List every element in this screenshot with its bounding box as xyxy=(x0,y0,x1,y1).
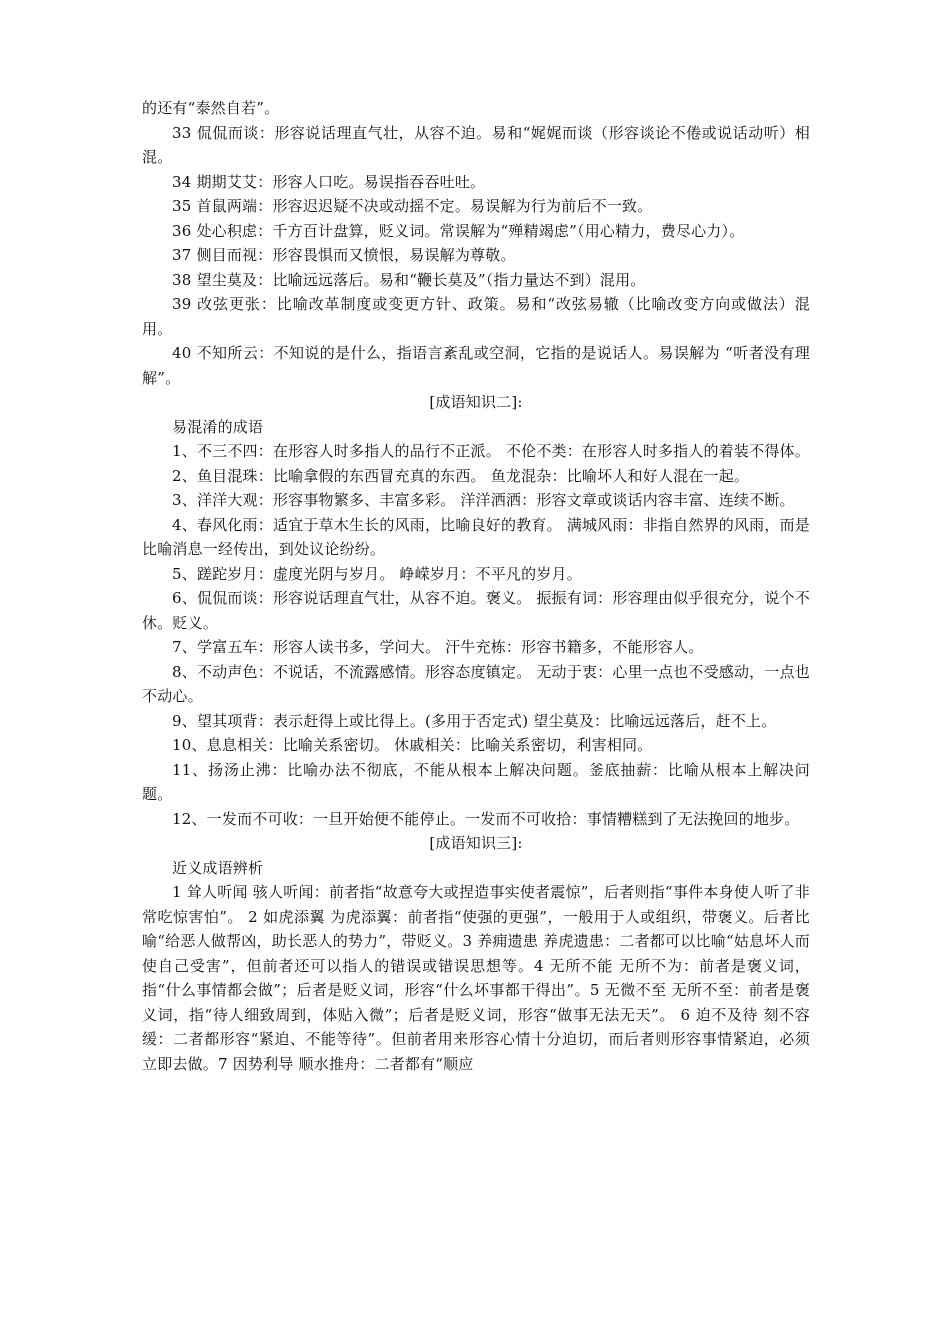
list-item: 5、蹉跎岁月：虚度光阴与岁月。 峥嵘岁月：不平凡的岁月。 xyxy=(172,564,582,583)
list-item: 10、息息相关：比喻关系密切。 休戚相关：比喻关系密切，利害相同。 xyxy=(172,736,653,754)
list-item: 38 望尘莫及：比喻远远落后。易和“鞭长莫及”（指力量达不到）混用。 xyxy=(172,270,646,289)
idiom-list-section-1 xyxy=(142,121,810,391)
section-heading-2: [成语知识二]: xyxy=(429,393,523,411)
list-item: 6、侃侃而谈：形容说话理直气壮，从容不迫。褒义。 振振有词：形容理由似乎很充分，说个不休。贬义。 xyxy=(142,589,810,632)
list-item: 40 不知所云：不知说的是什么，指语言紊乱或空洞，它指的是说话人。易误解为 “听者没有理解”。 xyxy=(142,344,810,387)
list-item: 12、一发而不可收：一旦开始便不能停止。一发而不可收拾：事情糟糕到了无法挽回的地步。 xyxy=(172,809,800,828)
section-subheading-2: 易混淆的成语 xyxy=(172,417,264,436)
section-heading-3: [成语知识三]: xyxy=(429,834,523,852)
list-item: 8、不动声色：不说话，不流露感情。形容态度镇定。 无动于衷：心里一点也不受感动，一点也不动心。 xyxy=(142,662,810,705)
list-item: 1、不三不四：在形容人时多指人的品行不正派。 不伦不类：在形容人时多指人的着装不得体。 xyxy=(172,442,810,460)
document-page xyxy=(142,96,810,1076)
list-item: 36 处心积虑：千方百计盘算，贬义词。常误解为“殚精竭虑”（用心精力，费尽心力）。 xyxy=(172,221,745,240)
list-item: 7、学富五车：形容人读书多，学问大。 汗牛充栋：形容书籍多，不能形容人。 xyxy=(172,638,704,656)
idiom-list-section-2 xyxy=(142,439,810,831)
list-item: 3、洋洋大观：形容事物繁多、丰富多彩。 洋洋洒洒：形容文章或谈话内容丰富、连续不断。 xyxy=(172,491,795,509)
list-item: 9、望其项背：表示赶得上或比得上。(多用于否定式) 望尘莫及：比喻远远落后，赶不上。 xyxy=(172,711,777,730)
list-item: 37 侧目而视：形容畏惧而又愤恨，易误解为尊敬。 xyxy=(172,246,516,264)
list-item: 11、扬汤止沸：比喻办法不彻底，不能从根本上解决问题。釜底抽薪：比喻从根本上解决问题。 xyxy=(142,760,810,803)
list-item: 33 侃侃而谈：形容说话理直气壮，从容不迫。易和“娓娓而谈（形容谈论不倦或说话动听）相混。 xyxy=(142,123,810,166)
list-item: 4、春风化雨：适宜于草木生长的风雨，比喻良好的教育。 满城风雨：非指自然界的风雨，而是比喻消息一经传出，到处议论纷纷。 xyxy=(142,515,810,558)
list-item: 2、鱼目混珠：比喻拿假的东西冒充真的东西。 鱼龙混杂：比喻坏人和好人混在一起。 xyxy=(172,466,750,485)
section-subheading-3: 近义成语辨析 xyxy=(172,858,264,877)
intro-line: 的还有“泰然自若”。 xyxy=(142,99,280,117)
list-item: 35 首鼠两端：形容迟迟疑不决或动摇不定。易误解为行为前后不一致。 xyxy=(172,197,653,215)
synonym-paragraph: 1 耸人听闻 骇人听闻：前者指“故意夸大或捏造事实使者震惊”，后者则指“事件本身使人听了非常吃惊害怕”。 2 如虎添翼 为虎添翼：前者指“使强的更强”，一般用于人或组织，带褒义。后者比喻“给恶人做帮凶，助长恶人的势力”，带贬义。3 养痈遗患 养虎遗患：二者都可以比喻“姑息坏人而使自己受害”，但前者还可以指人的错误或错误思想等。4 无所不能 无所不为：前者是褒义词，指“什么事情都会做”；后者是贬义词，形容“什么坏事都干得出”。5 无微不至 无所不至：前者是褒义词，指“待人细致周到，体贴入微”；后者是贬义词，形容“做事无法无天”。 6 迫不及待 刻不容缓：二者都形容“紧迫、不能等待”。但前者用来形容心情十分迫切，而后者则形容事情紧迫，必须立即去做。7 因势利导 顺水推舟：二者都有“顺应 xyxy=(142,883,810,1073)
list-item: 34 期期艾艾：形容人口吃。易误指吞吞吐吐。 xyxy=(172,172,486,191)
list-item: 39 改弦更张：比喻改革制度或变更方针、政策。易和“改弦易辙（比喻改变方向或做法）混用。 xyxy=(142,295,810,338)
